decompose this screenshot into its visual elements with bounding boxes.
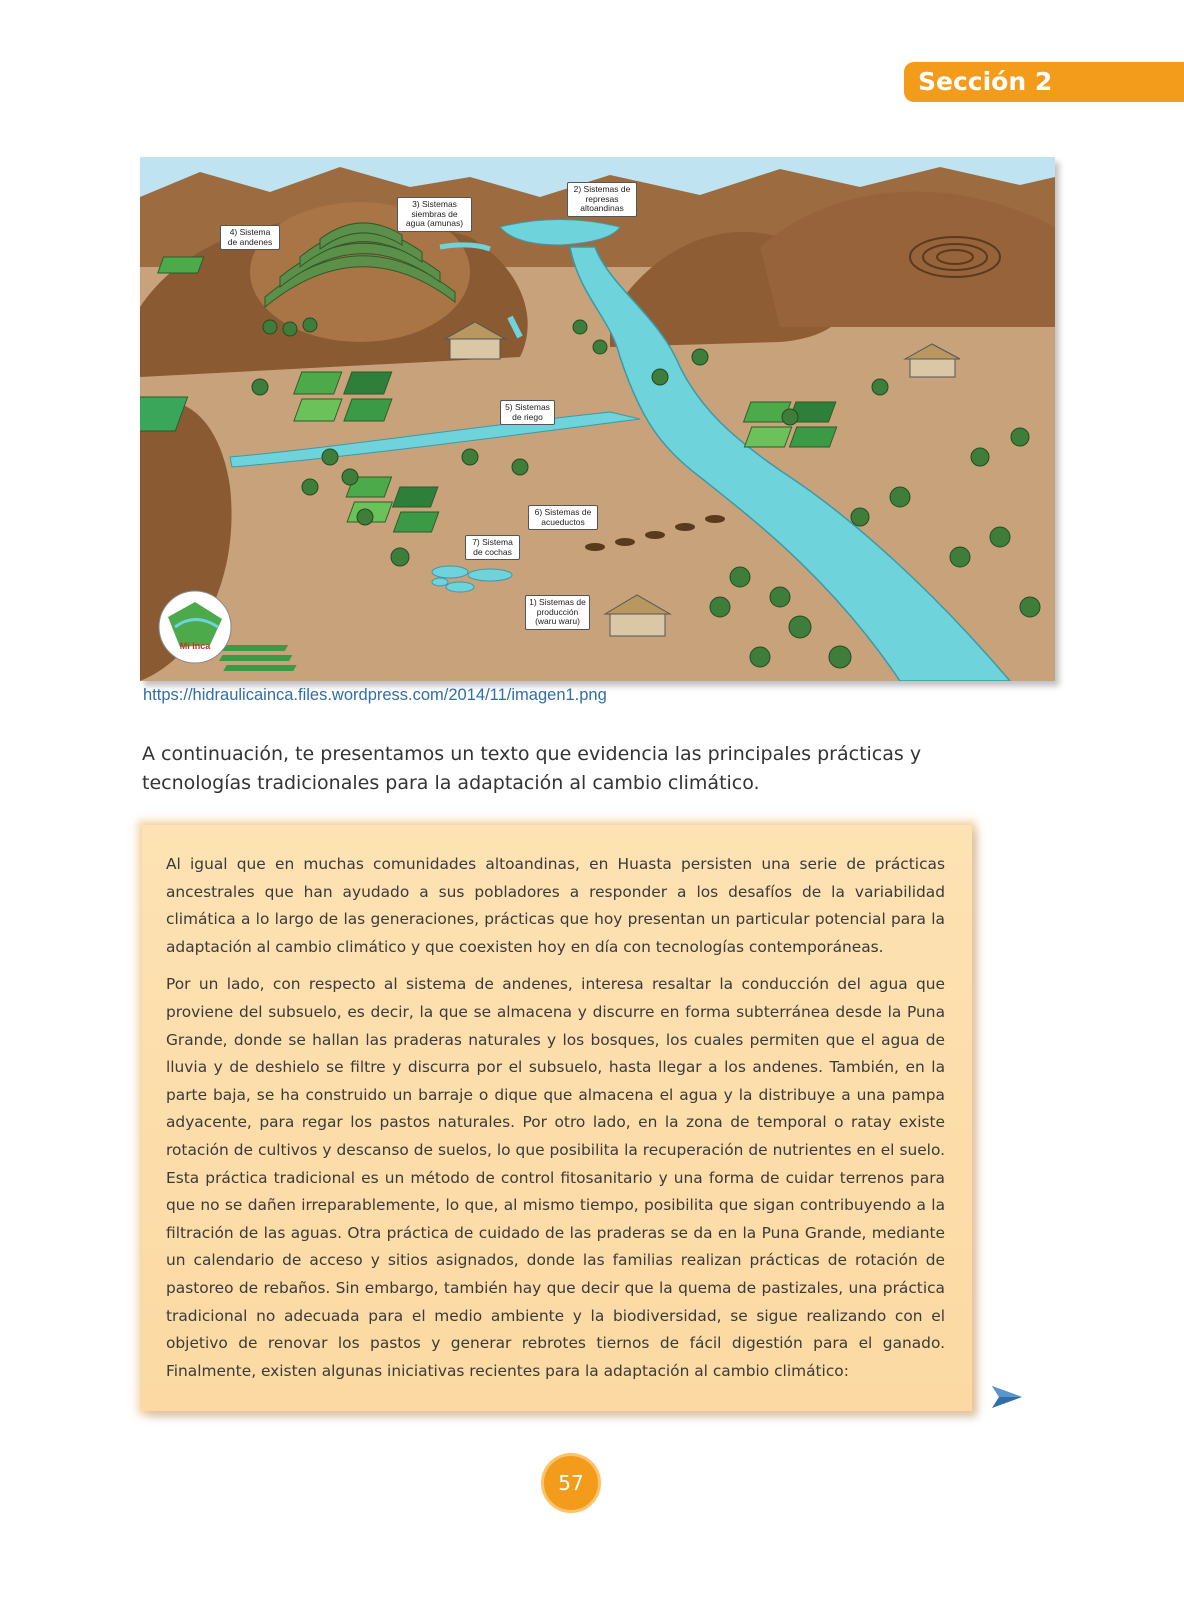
logo-label: Mi Inca — [179, 641, 211, 651]
callout-amunas: 3) Sistemas siembras de agua (amunas) — [397, 197, 472, 232]
reading-box — [142, 825, 972, 1411]
callout-acueductos: 6) Sistemas de acueductos — [528, 505, 598, 530]
next-arrow-icon[interactable] — [990, 1383, 1024, 1411]
section-tab: Sección 2 — [904, 62, 1184, 102]
source-link[interactable]: https://hidraulicainca.files.wordpress.com/2014/11/imagen1.png — [143, 686, 607, 704]
callout-riego: 5) Sistemas de riego — [500, 400, 555, 425]
callout-waru-waru: 1) Sistemas de producción (waru waru) — [525, 595, 590, 630]
callout-cochas: 7) Sistema de cochas — [465, 535, 520, 560]
andean-water-systems-illustration — [140, 157, 1055, 681]
callout-andenes: 4) Sistema de andenes — [220, 225, 280, 250]
reading-paragraph-1: Al igual que en muchas comunidades altoandinas, en Huasta persisten una serie de prácticas ancestrales que han ayudado a sus pobladores a responder a los desafíos de la variabilidad climática a lo largo de las generaciones, prácticas que hoy presentan un particular potencial para la adaptación al cambio climático y que coexisten hoy en día con tecnologías contemporáneas. — [166, 855, 945, 956]
page-number: 57 — [541, 1453, 601, 1513]
callout-represas: 2) Sistemas de represas altoandinas — [567, 182, 637, 217]
intro-paragraph: A continuación, te presentamos un texto que evidencia las principales prácticas y tecnologías tradicionales para la adaptación al cambio climático. — [142, 743, 922, 794]
reading-paragraph-2: Por un lado, con respecto al sistema de andenes, interesa resaltar la conducción del agua que proviene del subsuelo, es decir, la que se almacena y discurre en forma subterránea desde la Puna Grande, donde se hallan las praderas naturales y los bosques, los cuales permiten que el agua de lluvia y de deshielo se filtre y discurra por el subsuelo, hasta llegar a los andenes. También, en la parte baja, se ha construido un barraje o dique que almacena el agua y la distribuye a una pampa adyacente, para regar los pastos naturales. Por otro lado, en la zona de temporal o ratay existe rotación de cultivos y descanso de suelos, lo que posibilita la recuperación de nutrientes en el suelo. Esta práctica tradicional es un método de control fitosanitario y una forma de cuidar terrenos para que no se dañen irreparablemente, lo que, al mismo tiempo, posibilita que sigan contribuyendo a la filtración de las aguas. Otra práctica de cuidado de las praderas se da en la Puna Grande, mediante un calendario de acceso y sitios asignados, donde las familias realizan prácticas de rotación de pastoreo de rebaños. Sin embargo, también hay que decir que la quema de pastizales, una práctica tradicional no adecuada para el medio ambiente y la biodiversidad, se sigue realizando con el objetivo de renovar los pastos y generar rebrotes tiernos de fácil digestión para el ganado. Finalmente, existen algunas iniciativas recientes para la adaptación al cambio climático: — [166, 975, 945, 1380]
